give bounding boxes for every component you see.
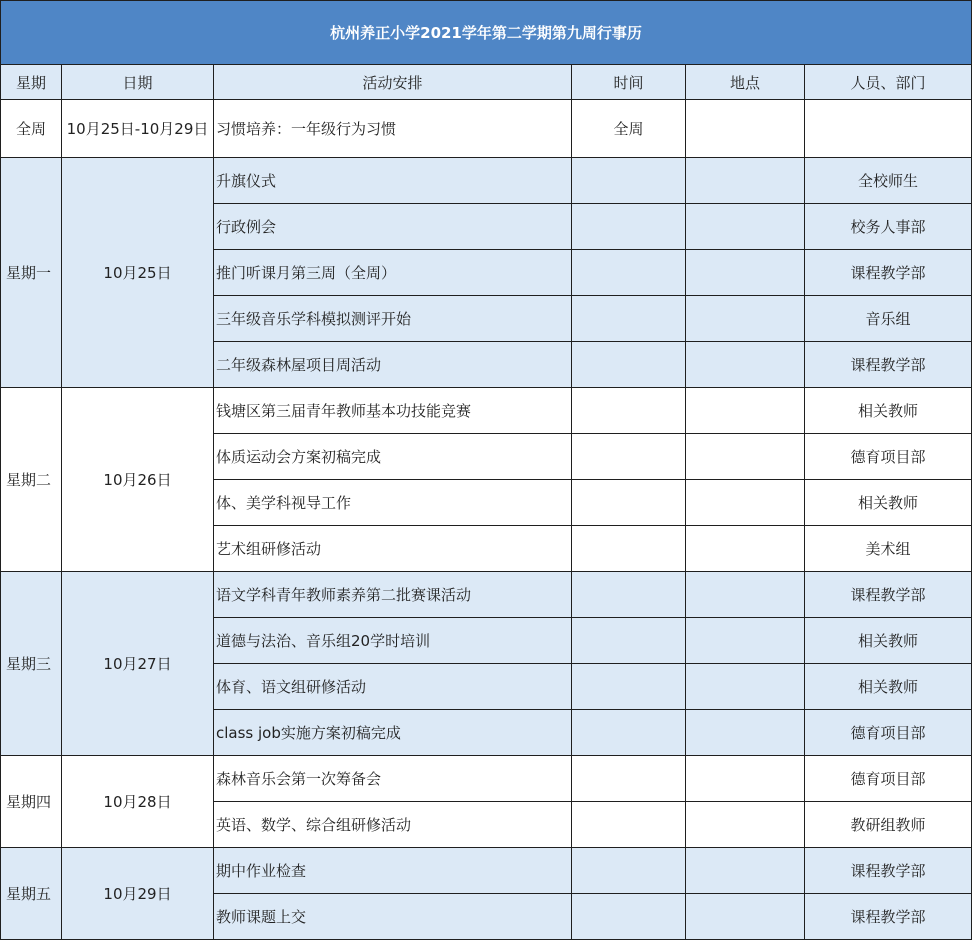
place-cell (686, 802, 805, 848)
time-cell (572, 158, 686, 204)
people-cell: 相关教师 (805, 480, 972, 526)
week-people (805, 100, 972, 158)
activity-cell: 行政例会 (214, 204, 572, 250)
header-date: 日期 (62, 65, 214, 100)
people-cell: 德育项目部 (805, 756, 972, 802)
time-cell (572, 388, 686, 434)
table-row (1, 848, 972, 894)
time-cell (572, 526, 686, 572)
people-cell: 相关教师 (805, 618, 972, 664)
header-place: 地点 (686, 65, 805, 100)
place-cell (686, 388, 805, 434)
time-cell (572, 296, 686, 342)
day-cell: 星期二 (1, 388, 62, 572)
time-cell (572, 756, 686, 802)
day-cell: 星期五 (1, 848, 62, 940)
activity-cell: 艺术组研修活动 (214, 526, 572, 572)
people-cell: 德育项目部 (805, 434, 972, 480)
people-cell: 相关教师 (805, 388, 972, 434)
time-cell (572, 572, 686, 618)
header-row (1, 65, 972, 100)
activity-cell: 森林音乐会第一次筹备会 (214, 756, 572, 802)
week-time: 全周 (572, 100, 686, 158)
place-cell (686, 710, 805, 756)
week-row (1, 100, 972, 158)
activity-cell: class job实施方案初稿完成 (214, 710, 572, 756)
people-cell: 教研组教师 (805, 802, 972, 848)
place-cell (686, 250, 805, 296)
place-cell (686, 572, 805, 618)
time-cell (572, 434, 686, 480)
place-cell (686, 664, 805, 710)
day-cell: 星期四 (1, 756, 62, 848)
activity-cell: 教师课题上交 (214, 894, 572, 940)
people-cell: 音乐组 (805, 296, 972, 342)
place-cell (686, 434, 805, 480)
place-cell (686, 894, 805, 940)
time-cell (572, 342, 686, 388)
day-cell: 星期三 (1, 572, 62, 756)
header-people: 人员、部门 (805, 65, 972, 100)
activity-cell: 升旗仪式 (214, 158, 572, 204)
place-cell (686, 204, 805, 250)
week-day: 全周 (1, 100, 62, 158)
time-cell (572, 250, 686, 296)
activity-cell: 英语、数学、综合组研修活动 (214, 802, 572, 848)
header-day: 星期 (1, 65, 62, 100)
people-cell: 校务人事部 (805, 204, 972, 250)
place-cell (686, 342, 805, 388)
header-time: 时间 (572, 65, 686, 100)
activity-cell: 体、美学科视导工作 (214, 480, 572, 526)
time-cell (572, 664, 686, 710)
activity-cell: 二年级森林屋项目周活动 (214, 342, 572, 388)
table-row (1, 158, 972, 204)
date-cell: 10月28日 (62, 756, 214, 848)
activity-cell: 体质运动会方案初稿完成 (214, 434, 572, 480)
day-cell: 星期一 (1, 158, 62, 388)
header-activity: 活动安排 (214, 65, 572, 100)
activity-cell: 期中作业检查 (214, 848, 572, 894)
people-cell: 课程教学部 (805, 342, 972, 388)
week-place (686, 100, 805, 158)
time-cell (572, 480, 686, 526)
time-cell (572, 894, 686, 940)
activity-cell: 三年级音乐学科模拟测评开始 (214, 296, 572, 342)
time-cell (572, 618, 686, 664)
week-date: 10月25日-10月29日 (62, 100, 214, 158)
people-cell: 全校师生 (805, 158, 972, 204)
place-cell (686, 848, 805, 894)
people-cell: 课程教学部 (805, 894, 972, 940)
table-row (1, 388, 972, 434)
time-cell (572, 848, 686, 894)
people-cell: 德育项目部 (805, 710, 972, 756)
place-cell (686, 158, 805, 204)
title-row (1, 1, 972, 65)
activity-cell: 推门听课月第三周（全周） (214, 250, 572, 296)
people-cell: 课程教学部 (805, 572, 972, 618)
people-cell: 美术组 (805, 526, 972, 572)
place-cell (686, 756, 805, 802)
people-cell: 课程教学部 (805, 848, 972, 894)
week-activity: 习惯培养：一年级行为习惯 (214, 100, 572, 158)
place-cell (686, 296, 805, 342)
activity-cell: 语文学科青年教师素养第二批赛课活动 (214, 572, 572, 618)
date-cell: 10月29日 (62, 848, 214, 940)
place-cell (686, 526, 805, 572)
time-cell (572, 710, 686, 756)
table-row (1, 756, 972, 802)
time-cell (572, 204, 686, 250)
activity-cell: 体育、语文组研修活动 (214, 664, 572, 710)
activity-cell: 道德与法治、音乐组20学时培训 (214, 618, 572, 664)
date-cell: 10月26日 (62, 388, 214, 572)
page-title: 杭州养正小学2021学年第二学期第九周行事历 (1, 1, 972, 65)
date-cell: 10月27日 (62, 572, 214, 756)
place-cell (686, 618, 805, 664)
date-cell: 10月25日 (62, 158, 214, 388)
time-cell (572, 802, 686, 848)
people-cell: 相关教师 (805, 664, 972, 710)
table-row (1, 572, 972, 618)
activity-cell: 钱塘区第三届青年教师基本功技能竞赛 (214, 388, 572, 434)
people-cell: 课程教学部 (805, 250, 972, 296)
place-cell (686, 480, 805, 526)
